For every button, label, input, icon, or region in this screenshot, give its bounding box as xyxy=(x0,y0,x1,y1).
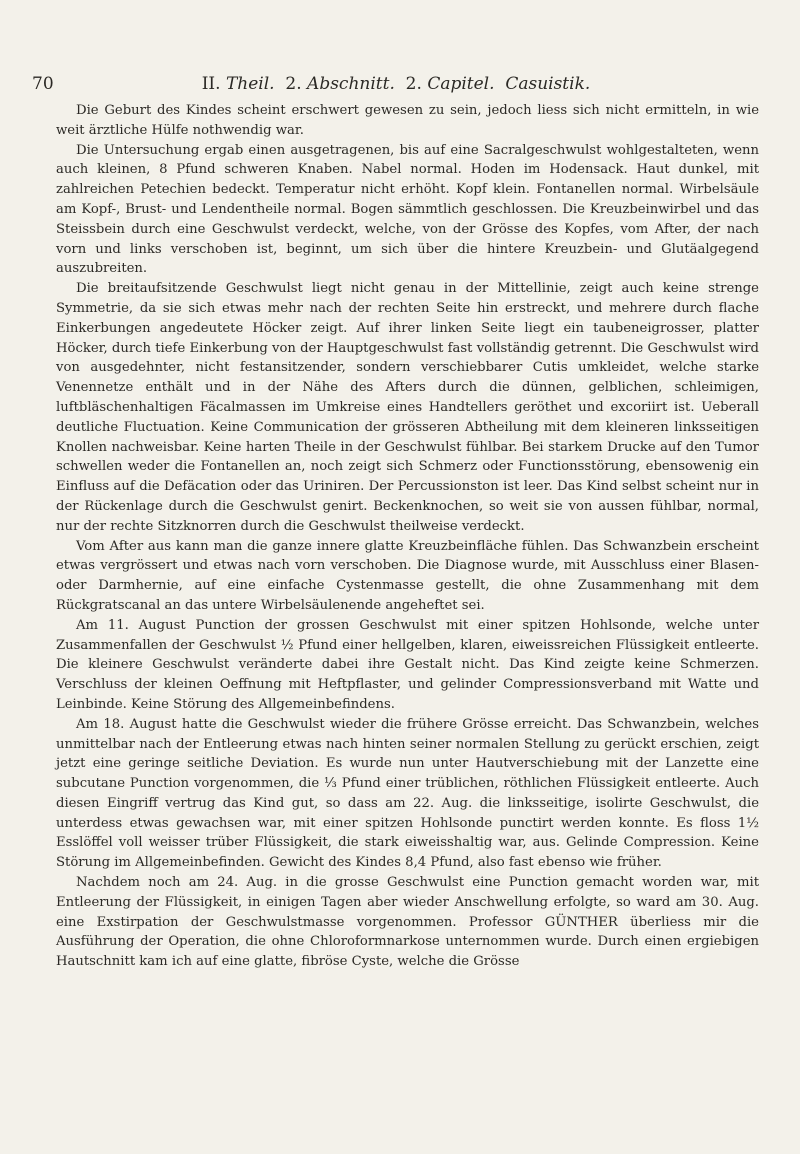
part-label: Theil. xyxy=(225,74,275,94)
paragraph: Die Geburt des Kindes scheint erschwert gewesen zu sein, jedoch liess sich nicht ermitteln, in wie weit ärztliche Hülfe nothwendig war. xyxy=(56,103,759,138)
section-number: 2. xyxy=(285,74,302,94)
paragraph: Die breitaufsitzende Geschwulst liegt nicht genau in der Mittellinie, zeigt auch keine strenge Symmetrie, da sie sich etwas mehr nach der rechten Seite hin erstreckt, und mehrere durch flache Einkerbungen angedeutete Höcker zeigt. Auf ihrer linken Seite liegt ein taubeneigrosser, platter Höcker, durch tiefe Einkerbung von der Hauptgeschwulst fast vollständig getrennt. Die Geschwulst wird von ausgedehnter, nicht festansitzender, sondern verschiebbarer Cutis umkleidet, welche starke Venennetze enthält und in der Nähe des Afters durch die dünnen, gelblichen, schleimigen, luftbläschenhaltigen Fäcalmassen im Umkreise eines Handtellers geröthet und excoriirt ist. Ueberall deutliche Fluctuation. Keine Communication der grösseren Abtheilung mit dem kleineren linksseitigen Knollen nachweisbar. Keine harten Theile in der Geschwulst fühlbar. Bei starkem Drucke auf den Tumor schwellen weder die Fontanellen an, noch zeigt sich Schmerz oder Functionsstörung, ebensowenig ein Einfluss auf die Defäcation oder das Uriniren. Der Percussionston ist leer. Das Kind selbst scheint nur in der Rückenlage durch die Geschwulst genirt. Beckenknochen, so weit sie von aussen fühlbar, normal, nur der rechte Sitzknorren durch die Geschwulst theilweise verdeckt. xyxy=(56,281,759,534)
page-header xyxy=(32,72,760,96)
paragraph: Vom After aus kann man die ganze innere glatte Kreuzbeinfläche fühlen. Das Schwanzbein erscheint etwas vergrössert und etwas nach vorn verschoben. Die Diagnose wurde, mit Ausschluss einer Blasen- oder Darmhernie, auf eine einfache Cystenmasse gestellt, die ohne Zusammenhang mit dem Rückgratscanal an das untere Wirbelsäulenende angeheftet sei. xyxy=(56,538,759,613)
paragraph: Die Untersuchung ergab einen ausgetragenen, bis auf eine Sacralgeschwulst wohlgestalteten, wenn auch kleinen, 8 Pfund schweren Knaben. Nabel normal. Hoden im Hodensack. Haut dunkel, mit zahlreichen Petechien bedeckt. Temperatur nicht erhöht. Kopf klein. Fontanellen normal. Wirbelsäule am Kopf-, Brust- und Lendentheile normal. Bogen sämmtlich geschlossen. Die Kreuzbeinwirbel und das Steissbein durch eine Geschwulst verdeckt, welche, von der Grösse des Kopfes, vom After, der nach vorn und links verschoben ist, beginnt, um sich über die hintere Kreuzbein- und Glutäalgegend auszubreiten. xyxy=(56,142,759,277)
page-number: 70 xyxy=(32,74,54,94)
section-label: Abschnitt. xyxy=(307,74,395,94)
running-head xyxy=(32,72,760,96)
chapter-number: 2. xyxy=(405,74,422,94)
topic-label: Casuistik. xyxy=(505,74,591,94)
paragraph: Nachdem noch am 24. Aug. in die grosse Geschwulst eine Punction gemacht worden war, mit Entleerung der Flüssigkeit, in einigen Tagen aber wieder Anschwellung erfolgte, so ward am 30. Aug. eine Exstirpation der Geschwulstmasse vorgenommen. Professor GÜNTHER überliess mir die Ausführung der Operation, die ohne Chloroformnarkose unternommen wurde. Durch einen ergiebigen Hautschnitt kam ich auf eine glatte, fibröse Cyste, welche die Grösse xyxy=(56,875,759,970)
chapter-label: Capitel. xyxy=(427,74,495,94)
paragraph: Am 18. August hatte die Geschwulst wieder die frühere Grösse erreicht. Das Schwanzbein, welches unmittelbar nach der Entleerung etwas nach hinten seiner normalen Stellung zu gerückt erschien, zeigt jetzt eine geringe seitliche Deviation. Es wurde nun unter Hautverschiebung mit der Lanzette eine subcutane Punction vorgenommen, die ⅓ Pfund einer trüblichen, röthlichen Flüssigkeit entleerte. Auch diesen Eingriff vertrug das Kind gut, so dass am 22. Aug. die linksseitige, isolirte Geschwulst, die unterdess etwas gewachsen war, mit einer spitzen Hohlsonde punctirt werden konnte. Es floss 1½ Esslöffel voll weisser trüber Flüssigkeit, die stark eiweisshaltig war, aus. Gelinde Compression. Keine Störung im Allgemeinbefinden. Gewicht des Kindes 8,4 Pfund, also fast ebenso wie früher. xyxy=(56,716,759,871)
body-text xyxy=(56,101,759,972)
part-number: II. xyxy=(201,74,221,94)
paragraph: Am 11. August Punction der grossen Geschwulst mit einer spitzen Hohlsonde, welche unter Zusammenfallen der Geschwulst ½ Pfund einer hellgelben, klaren, eiweissreichen Flüssigkeit entleerte. Die kleinere Geschwulst veränderte dabei ihre Gestalt nicht. Das Kind zeigte keine Schmerzen. Verschluss der kleinen Oeffnung mit Heftpflaster, und gelinder Compressionsverband mit Watte und Leinbinde. Keine Störung des Allgemeinbefindens. xyxy=(56,617,759,712)
